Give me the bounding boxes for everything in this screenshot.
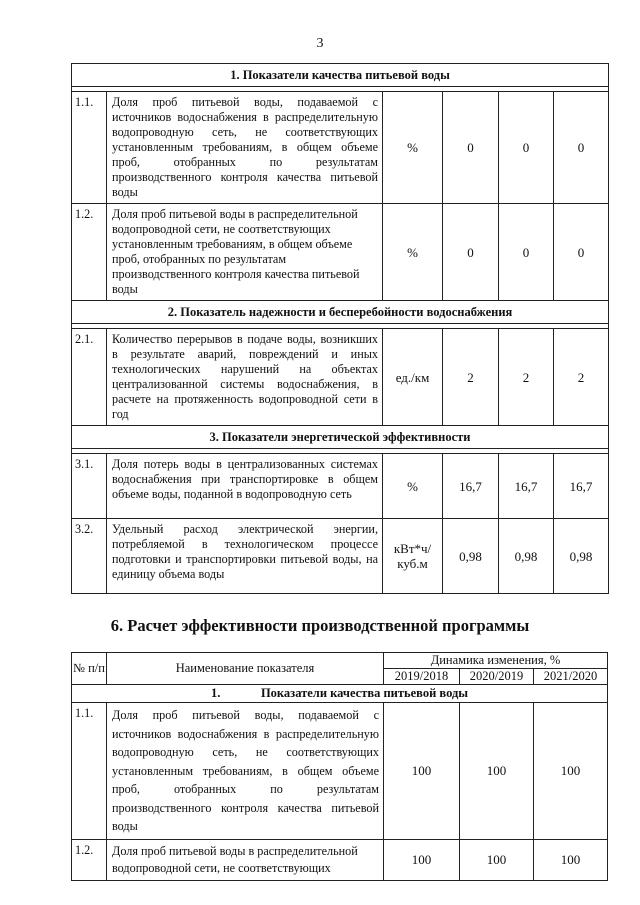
row-value: 100 [460, 839, 534, 880]
row-value: 2 [554, 329, 609, 426]
table-row [72, 329, 609, 426]
row-value: 0,98 [443, 519, 499, 594]
row-value: 0,98 [554, 519, 609, 594]
row-value: 100 [384, 703, 460, 840]
table-row [72, 454, 609, 519]
page-number: 3 [316, 36, 324, 51]
row-number: 3.1. [72, 454, 107, 519]
row-value: 16,7 [499, 454, 554, 519]
section-header-row [72, 685, 608, 703]
row-unit: % [383, 204, 443, 301]
table-row [72, 839, 608, 880]
row-value: 0 [443, 92, 499, 204]
row-value: 100 [534, 703, 608, 840]
row-unit: ед./км [383, 329, 443, 426]
section-heading: 6. Расчет эффективности производственной программы [110, 616, 530, 635]
row-description: Доля проб питьевой воды, подаваемой с источников водоснабжения в распределительную водопроводную сеть, не соответствующих установленным требованиям, в общем объеме проб, отобранных по результатам производственного контроля качества питьевой воды [107, 703, 384, 840]
row-value: 0 [554, 204, 609, 301]
table-row [72, 703, 608, 840]
section-number: 1. [210, 686, 221, 700]
efficiency-table [71, 652, 608, 881]
row-number: 1.2. [72, 839, 107, 880]
section-header-row [72, 426, 609, 449]
row-description: Доля проб питьевой воды в распределительной водопроводной сети, не соответствующих [107, 839, 384, 880]
row-value: 16,7 [554, 454, 609, 519]
row-value: 16,7 [443, 454, 499, 519]
row-value: 2 [499, 329, 554, 426]
table-row [72, 92, 609, 204]
row-value: 0 [443, 204, 499, 301]
section-title: 1. Показатели качества питьевой воды [72, 64, 609, 87]
row-value: 0,98 [499, 519, 554, 594]
year-header: 2019/2018 [384, 669, 460, 685]
row-unit: % [383, 454, 443, 519]
row-value: 100 [460, 703, 534, 840]
row-number: 1.1. [72, 92, 107, 204]
row-value: 2 [443, 329, 499, 426]
row-value: 0 [554, 92, 609, 204]
year-header: 2021/2020 [534, 669, 608, 685]
row-description: Доля проб питьевой воды, подаваемой с источников водоснабжения в распределительную водопроводную сеть, не соответствующих установленным требованиям, в общем объеме проб, отобранных по результатам производственного контроля качества питьевой воды [107, 92, 383, 204]
row-value: 0 [499, 92, 554, 204]
row-description: Количество перерывов в подаче воды, возникших в результате аварий, повреждений и иных технологических нарушений на объектах централизованной системы водоснабжения, в расчете на протяженность водопроводной сети в год [107, 329, 383, 426]
row-description: Удельный расход электрической энергии, потребляемой в технологическом процессе подготовки и транспортировки питьевой воды, на единицу объема воды [107, 519, 383, 594]
row-value: 0 [499, 204, 554, 301]
row-number: 3.2. [72, 519, 107, 594]
row-value: 100 [534, 839, 608, 880]
section-title: 2. Показатель надежности и бесперебойности водоснабжения [72, 301, 609, 324]
table-row [72, 519, 609, 594]
year-header: 2020/2019 [460, 669, 534, 685]
section-title: 3. Показатели энергетической эффективности [72, 426, 609, 449]
indicators-table [71, 63, 609, 594]
row-number: 2.1. [72, 329, 107, 426]
row-value: 100 [384, 839, 460, 880]
col-dynamics-header: Динамика изменения, % [384, 653, 608, 669]
section-title [72, 685, 608, 703]
col-number-header: № п/п [72, 653, 107, 685]
row-number: 1.1. [72, 703, 107, 840]
row-number: 1.2. [72, 204, 107, 301]
table-row [72, 204, 609, 301]
col-name-header: Наименование показателя [107, 653, 384, 685]
row-unit: % [383, 92, 443, 204]
section-header-row [72, 301, 609, 324]
row-description: Доля потерь воды в централизованных системах водоснабжения при транспортировке в общем объеме воды, поданной в водопроводную сеть [107, 454, 383, 519]
row-unit: кВт*ч/ куб.м [383, 519, 443, 594]
section-header-row [72, 64, 609, 87]
section-title-text: Показатели качества питьевой воды [260, 686, 469, 700]
row-description: Доля проб питьевой воды в распределительной водопроводной сети, не соответствующих установленным требованиям, в общем объеме проб, отобранных по результатам производственного контроля качества питьевой воды [107, 204, 383, 301]
header-row [72, 653, 608, 669]
